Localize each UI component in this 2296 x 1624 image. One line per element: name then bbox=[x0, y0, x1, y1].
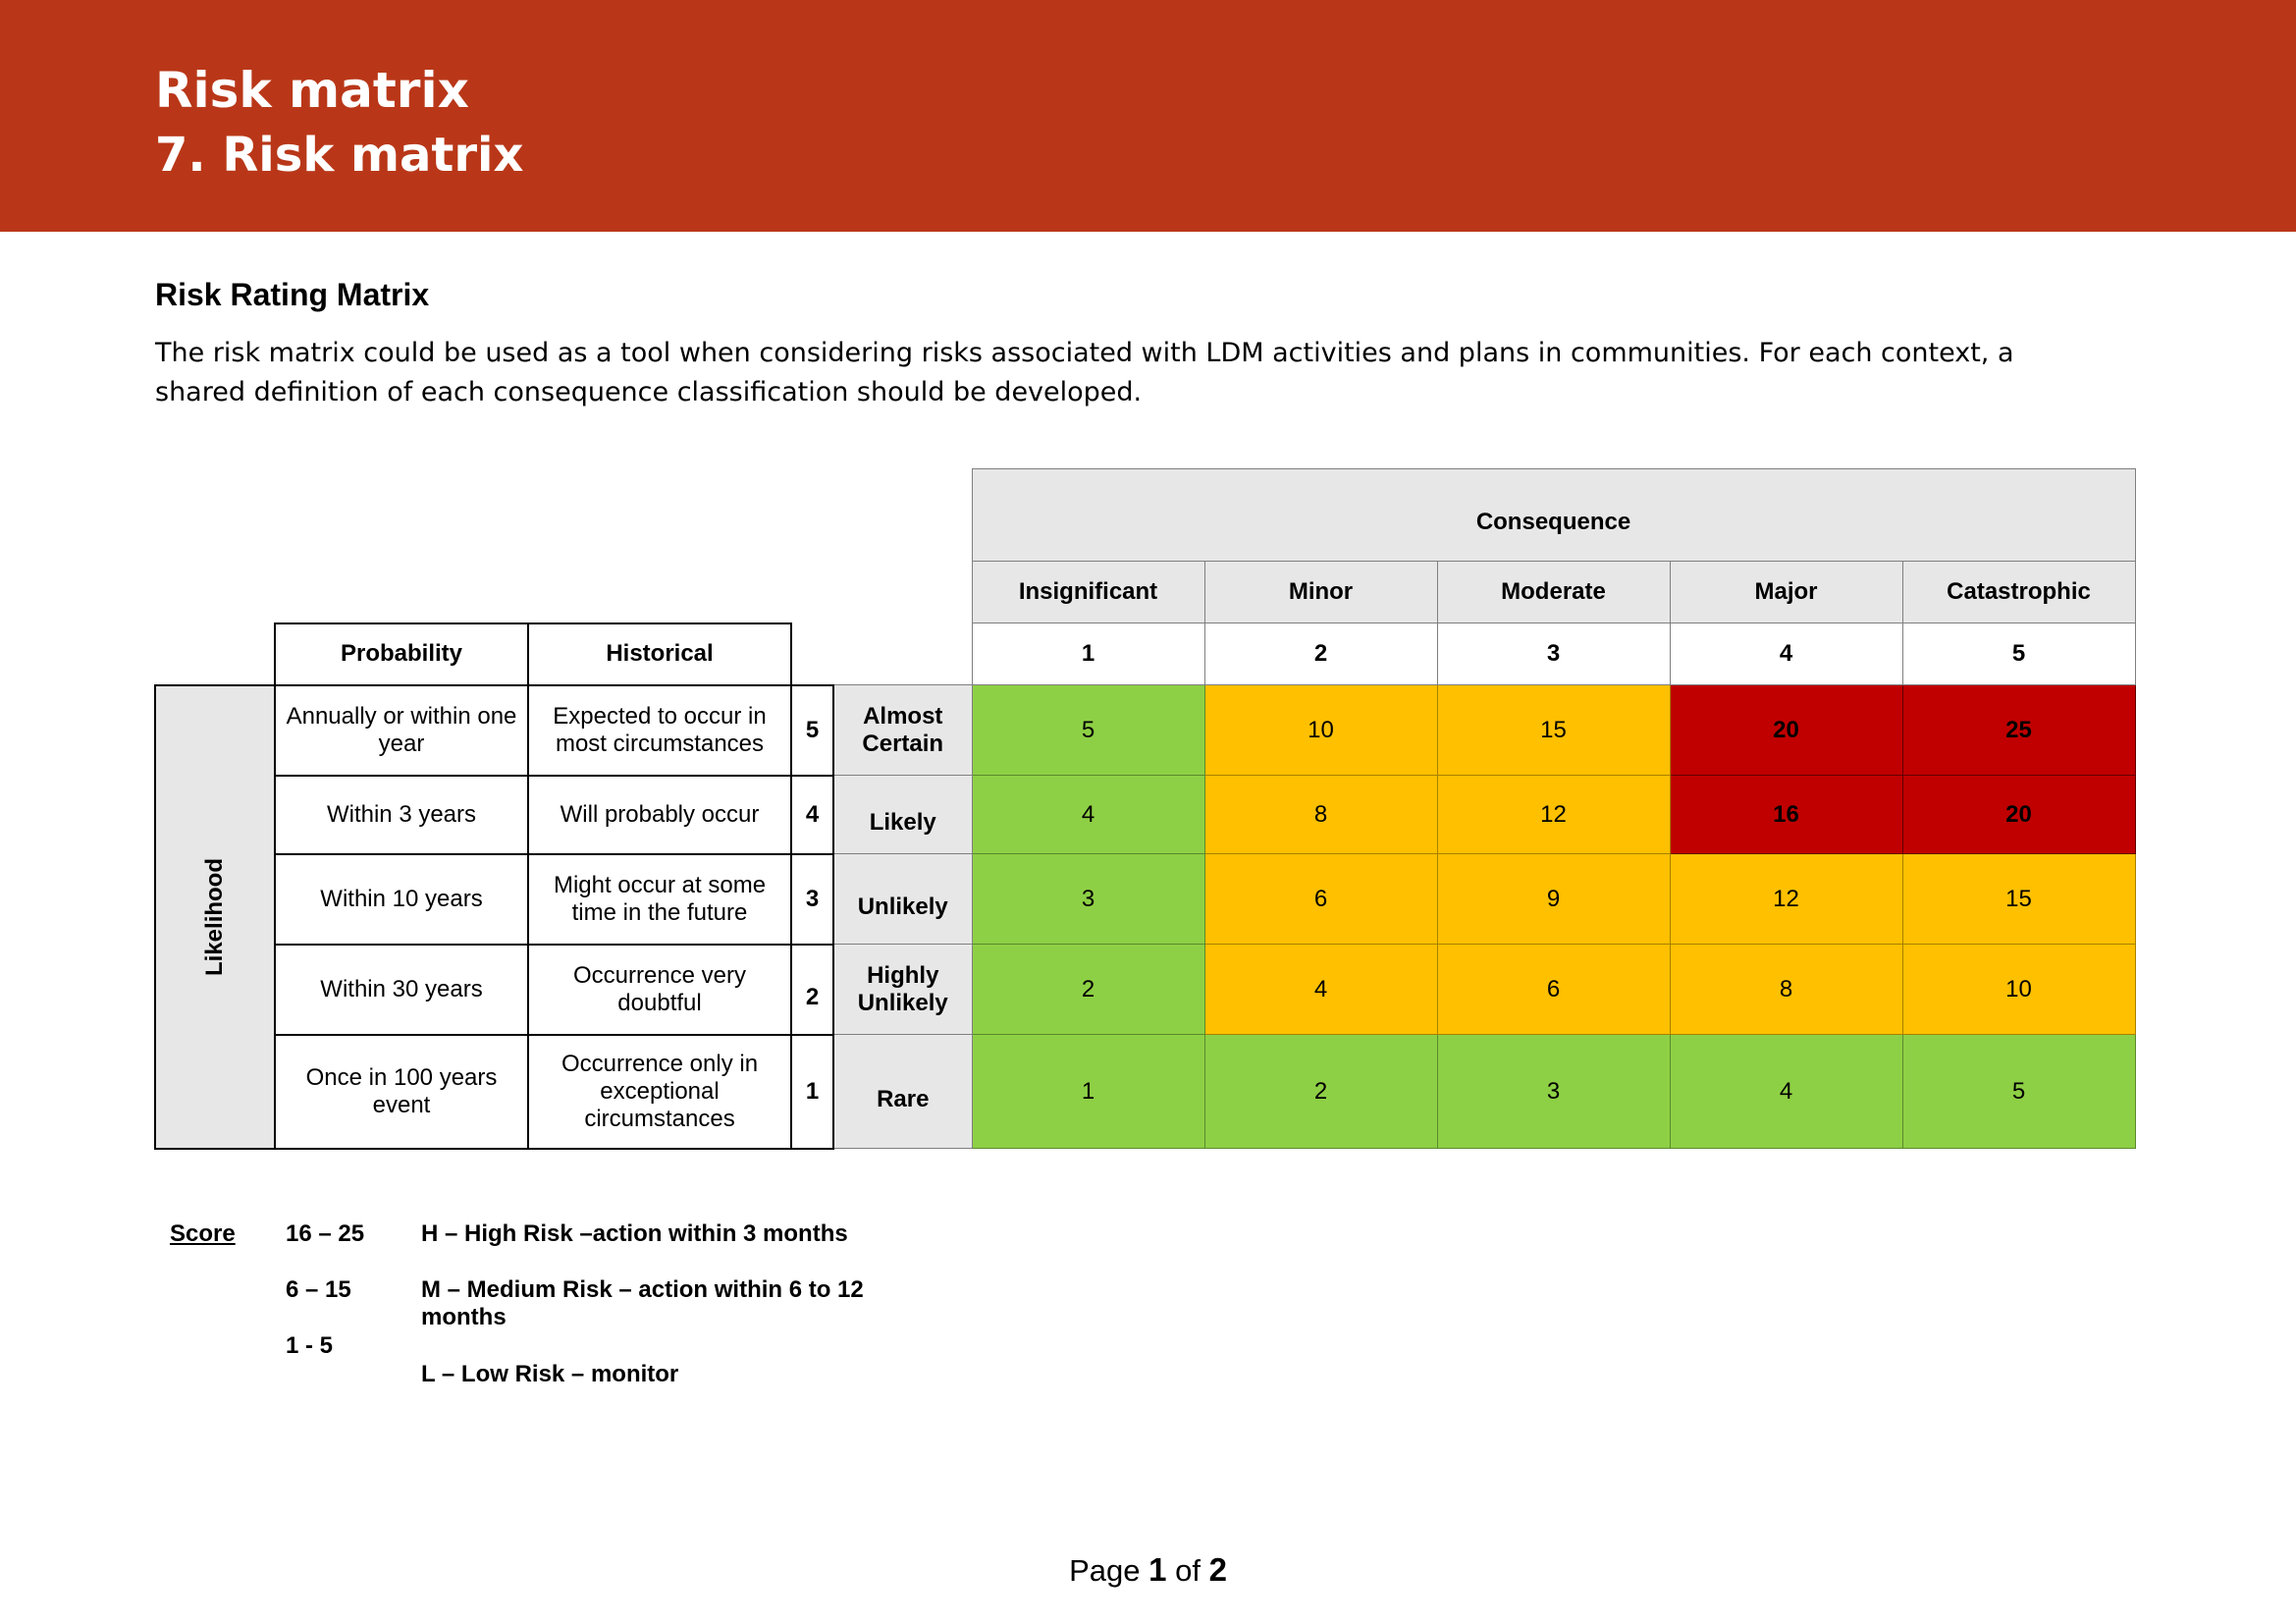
risk-cell: 12 bbox=[1670, 854, 1902, 945]
header-title: Risk matrix bbox=[155, 62, 469, 119]
risk-cell: 5 bbox=[1902, 1035, 2135, 1149]
risk-cell: 20 bbox=[1670, 685, 1902, 776]
probability-cell: Within 3 years bbox=[275, 776, 528, 854]
likelihood-label-cell: Unlikely bbox=[833, 854, 972, 945]
legend-desc-low: L – Low Risk – monitor bbox=[421, 1361, 679, 1387]
risk-cell: 4 bbox=[1670, 1035, 1902, 1149]
page-current: 1 bbox=[1148, 1551, 1167, 1588]
legend-desc-medium: M – Medium Risk – action within 6 to 12 months bbox=[421, 1276, 864, 1330]
historical-cell: Will probably occur bbox=[528, 776, 791, 854]
risk-cell: 3 bbox=[972, 854, 1204, 945]
likelihood-score: 3 bbox=[791, 854, 833, 945]
risk-matrix-table bbox=[154, 468, 2136, 1150]
likelihood-label-cell: Almost Certain bbox=[833, 685, 972, 776]
consequence-name: Moderate bbox=[1437, 562, 1670, 623]
probability-cell: Within 10 years bbox=[275, 854, 528, 945]
risk-cell: 10 bbox=[1902, 945, 2135, 1035]
risk-cell: 16 bbox=[1670, 776, 1902, 854]
page-header bbox=[0, 0, 2296, 232]
of-word: of bbox=[1175, 1553, 1201, 1588]
legend-range-medium: 6 – 15 bbox=[286, 1276, 351, 1303]
risk-cell: 4 bbox=[972, 776, 1204, 854]
legend-range-high: 16 – 25 bbox=[286, 1220, 365, 1247]
risk-cell: 10 bbox=[1204, 685, 1437, 776]
consequence-header: Consequence bbox=[972, 469, 2135, 562]
likelihood-label-cell: Highly Unlikely bbox=[833, 945, 972, 1035]
risk-cell: 15 bbox=[1437, 685, 1670, 776]
risk-cell: 9 bbox=[1437, 854, 1670, 945]
header-subtitle: 7. Risk matrix bbox=[155, 128, 524, 183]
risk-cell: 2 bbox=[1204, 1035, 1437, 1149]
risk-cell: 2 bbox=[972, 945, 1204, 1035]
risk-cell: 5 bbox=[972, 685, 1204, 776]
consequence-name: Catastrophic bbox=[1902, 562, 2135, 623]
consequence-score: 4 bbox=[1670, 623, 1902, 685]
consequence-score: 5 bbox=[1902, 623, 2135, 685]
consequence-name: Insignificant bbox=[972, 562, 1204, 623]
risk-cell: 25 bbox=[1902, 685, 2135, 776]
historical-cell: Might occur at some time in the future bbox=[528, 854, 791, 945]
risk-cell: 8 bbox=[1204, 776, 1437, 854]
likelihood-label-cell: Rare bbox=[833, 1035, 972, 1149]
risk-cell: 12 bbox=[1437, 776, 1670, 854]
risk-cell: 15 bbox=[1902, 854, 2135, 945]
historical-header: Historical bbox=[528, 623, 791, 685]
probability-header: Probability bbox=[275, 623, 528, 685]
probability-cell: Annually or within one year bbox=[275, 685, 528, 776]
risk-cell: 8 bbox=[1670, 945, 1902, 1035]
consequence-name: Major bbox=[1670, 562, 1902, 623]
consequence-score: 2 bbox=[1204, 623, 1437, 685]
likelihood-label-cell: Likely bbox=[833, 776, 972, 854]
page-total: 2 bbox=[1208, 1551, 1227, 1588]
intro-paragraph: The risk matrix could be used as a tool when considering risks associated with LDM activities and plans in communities. For each context, a shared definition of each consequence classification should be developed. bbox=[155, 338, 2014, 407]
probability-cell: Once in 100 years event bbox=[275, 1035, 528, 1149]
likelihood-label: Likelihood bbox=[201, 857, 228, 976]
likelihood-header bbox=[155, 685, 275, 1149]
risk-cell: 3 bbox=[1437, 1035, 1670, 1149]
likelihood-score: 5 bbox=[791, 685, 833, 776]
risk-cell: 6 bbox=[1204, 854, 1437, 945]
consequence-score: 3 bbox=[1437, 623, 1670, 685]
historical-cell: Occurrence only in exceptional circumstances bbox=[528, 1035, 791, 1149]
legend-score-label: Score bbox=[170, 1220, 236, 1247]
consequence-score: 1 bbox=[972, 623, 1204, 685]
page-word: Page bbox=[1069, 1553, 1141, 1588]
risk-cell: 20 bbox=[1902, 776, 2135, 854]
risk-cell: 4 bbox=[1204, 945, 1437, 1035]
page-footer bbox=[0, 1551, 2296, 1589]
probability-cell: Within 30 years bbox=[275, 945, 528, 1035]
likelihood-score: 4 bbox=[791, 776, 833, 854]
likelihood-score: 1 bbox=[791, 1035, 833, 1149]
historical-cell: Occurrence very doubtful bbox=[528, 945, 791, 1035]
legend-desc-high: H – High Risk –action within 3 months bbox=[421, 1220, 848, 1247]
historical-cell: Expected to occur in most circumstances bbox=[528, 685, 791, 776]
risk-cell: 1 bbox=[972, 1035, 1204, 1149]
likelihood-score: 2 bbox=[791, 945, 833, 1035]
risk-cell: 6 bbox=[1437, 945, 1670, 1035]
legend-range-low: 1 - 5 bbox=[286, 1332, 334, 1359]
section-title: Risk Rating Matrix bbox=[155, 277, 430, 312]
consequence-name: Minor bbox=[1204, 562, 1437, 623]
